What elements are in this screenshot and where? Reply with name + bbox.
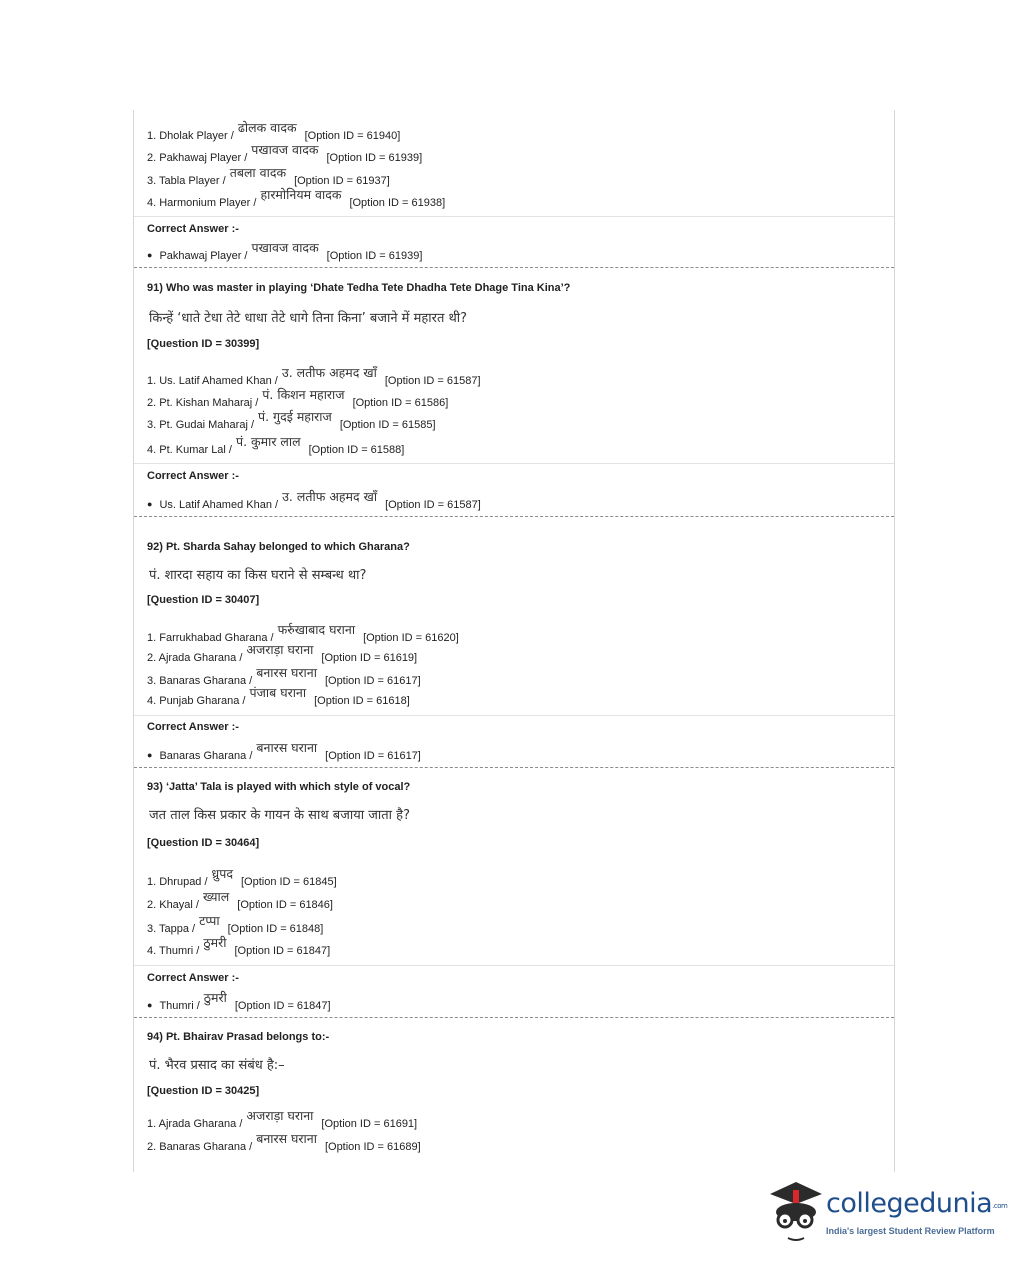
- question-text-hi: किन्हें ‘धाते टेधा तेटे धाधा तेटे धागे तिना किना’ बजाने में महारत थी?: [149, 311, 468, 326]
- option-item: 1. Dholak Player /ढोलक वादक[Option ID = 61940]: [147, 120, 401, 142]
- question-divider: [134, 767, 894, 768]
- question-text-hi: पं. भैरव प्रसाद का संबंध है:–: [149, 1058, 285, 1073]
- question-divider: [134, 516, 894, 517]
- question-id: [Question ID = 30407]: [147, 594, 260, 606]
- option-item: 3. Tappa /टप्पा[Option ID = 61848]: [147, 913, 324, 935]
- option-item: 2. Banaras Gharana /बनारस घराना[Option ID = 61689]: [147, 1131, 421, 1153]
- divider: [134, 463, 894, 464]
- correct-answer-label: Correct Answer :-: [147, 223, 239, 235]
- question-text-en: 92) Pt. Sharda Sahay belonged to which Gharana?: [147, 541, 410, 553]
- option-item: 3. Tabla Player /तबला वादक[Option ID = 61937]: [147, 165, 390, 187]
- mascot-icon: [766, 1180, 824, 1244]
- correct-answer: ● Us. Latif Ahamed Khan /उ. लतीफ अहमद खाँ[Option ID = 61587]: [147, 489, 481, 511]
- collegedunia-logo[interactable]: [766, 1180, 1008, 1244]
- question-text-hi: जत ताल किस प्रकार के गायन के साथ बजाया जाता है?: [149, 808, 410, 823]
- option-item: 1. Ajrada Gharana /अजराड़ा घराना[Option ID = 61691]: [147, 1108, 418, 1130]
- question-id: [Question ID = 30399]: [147, 338, 260, 350]
- question-text-hi: पं. शारदा सहाय का किस घराने से सम्बन्ध था?: [149, 568, 367, 583]
- option-item: 4. Thumri /ठुमरी[Option ID = 61847]: [147, 935, 331, 957]
- option-item: 3. Banaras Gharana /बनारस घराना[Option ID = 61617]: [147, 665, 421, 687]
- option-item: 3. Pt. Gudai Maharaj /पं. गुदई महाराज[Option ID = 61585]: [147, 409, 436, 431]
- question-text-en: 93) ‘Jatta’ Tala is played with which style of vocal?: [147, 781, 411, 793]
- divider: [134, 715, 894, 716]
- question-id: [Question ID = 30464]: [147, 837, 260, 849]
- correct-answer: ● Pakhawaj Player /पखावज वादक[Option ID = 61939]: [147, 240, 423, 262]
- question-text-en: 91) Who was master in playing ‘Dhate Tedha Tete Dhadha Tete Dhage Tina Kina’?: [147, 282, 571, 294]
- divider: [134, 965, 894, 966]
- option-item: 2. Pakhawaj Player /पखावज वादक[Option ID = 61939]: [147, 142, 423, 164]
- correct-answer-label: Correct Answer :-: [147, 972, 239, 984]
- question-divider: [134, 1017, 894, 1018]
- logo-wordmark: collegedunia.com: [826, 1188, 1008, 1219]
- option-item: 1. Dhrupad /ध्रुपद[Option ID = 61845]: [147, 866, 337, 888]
- correct-answer-label: Correct Answer :-: [147, 721, 239, 733]
- document-page: [133, 110, 895, 1172]
- question-id: [Question ID = 30425]: [147, 1085, 260, 1097]
- option-item: 4. Harmonium Player /हारमोनियम वादक[Option ID = 61938]: [147, 187, 446, 209]
- option-item: 2. Ajrada Gharana /अजराड़ा घराना[Option ID = 61619]: [147, 642, 418, 664]
- question-divider: [134, 267, 894, 268]
- logo-tagline: India's largest Student Review Platform: [826, 1226, 995, 1236]
- option-item: 4. Punjab Gharana /पंजाब घराना[Option ID = 61618]: [147, 685, 410, 707]
- divider: [134, 216, 894, 217]
- question-text-en: 94) Pt. Bhairav Prasad belongs to:-: [147, 1031, 330, 1043]
- option-item: 2. Khayal /ख्याल[Option ID = 61846]: [147, 889, 333, 911]
- correct-answer: ● Thumri /ठुमरी[Option ID = 61847]: [147, 990, 331, 1012]
- option-item: 2. Pt. Kishan Maharaj /पं. किशन महाराज[Option ID = 61586]: [147, 387, 449, 409]
- option-item: 4. Pt. Kumar Lal /पं. कुमार लाल[Option ID = 61588]: [147, 434, 405, 456]
- option-item: 1. Farrukhabad Gharana /फर्रुखाबाद घराना[Option ID = 61620]: [147, 622, 459, 644]
- option-item: 1. Us. Latif Ahamed Khan /उ. लतीफ अहमद खाँ[Option ID = 61587]: [147, 365, 481, 387]
- correct-answer: ● Banaras Gharana /बनारस घराना[Option ID = 61617]: [147, 740, 421, 762]
- correct-answer-label: Correct Answer :-: [147, 470, 239, 482]
